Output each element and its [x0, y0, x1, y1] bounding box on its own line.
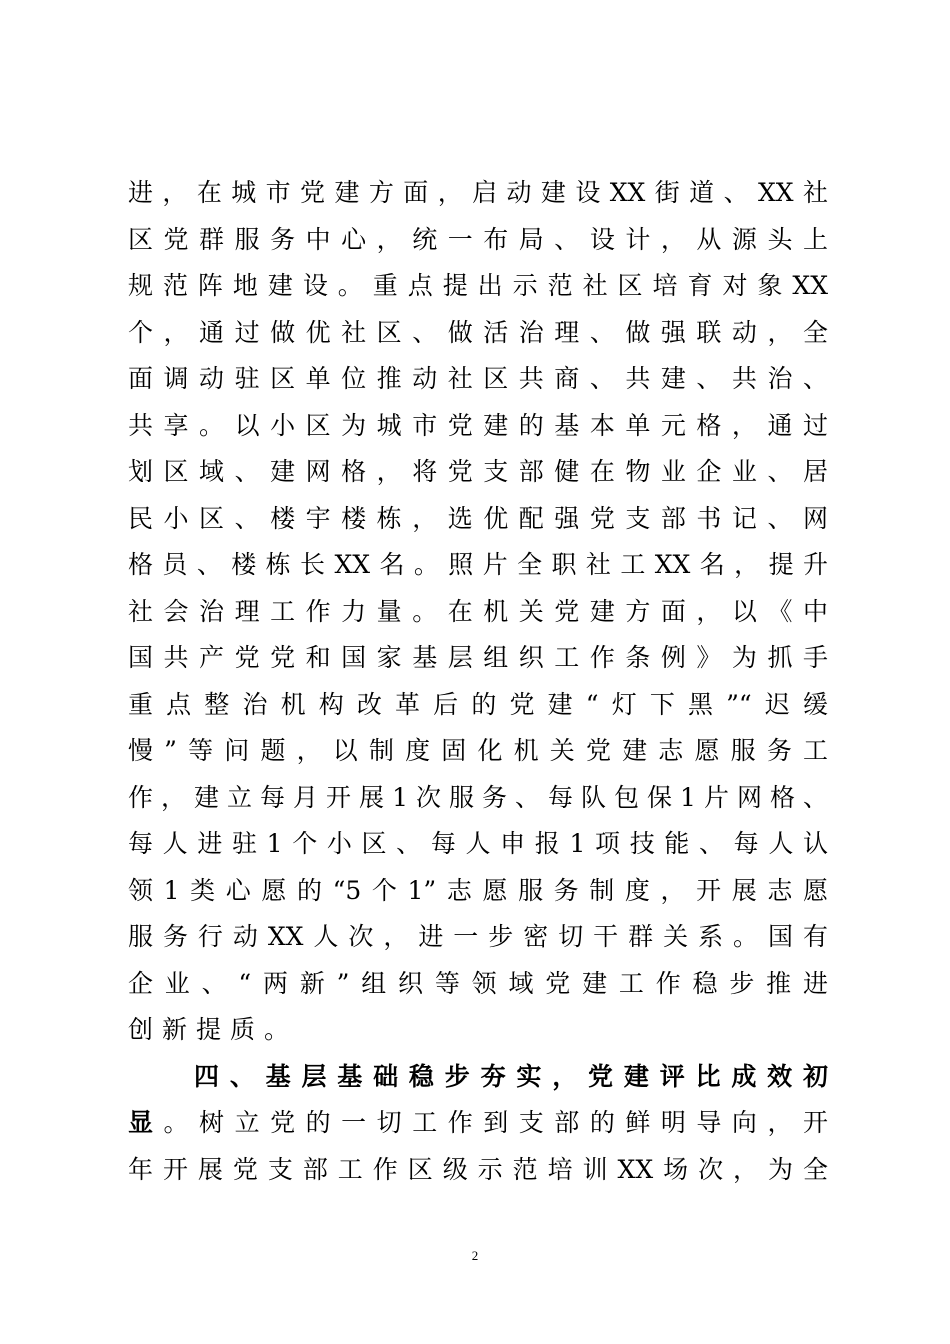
text-line: 面调动驻区单位推动社区共商、共建、共治、	[128, 364, 828, 393]
text-line: 每人进驻1个小区、每人申报1项技能、每人认	[128, 829, 828, 858]
section-heading-end: 显	[128, 1108, 164, 1137]
section-heading: 四、基层基础稳步夯实，党建评比成效初	[194, 1061, 828, 1091]
text-line: 作，建立每月开展1次服务、每队包保1片网格、	[128, 782, 828, 812]
text-line: 年开展党支部工作区级示范培训XX场次，为全	[128, 1154, 828, 1184]
body-text	[128, 170, 828, 1193]
text-line: 划区域、建网格，将党支部健在物业企业、居	[128, 457, 828, 486]
text-line: 个，通过做优社区、做活治理、做强联动，全	[128, 317, 828, 347]
text-line: 国共产党党和国家基层组织工作条例》为抓手	[128, 643, 828, 672]
text-line: 格员、楼栋长XX名。照片全职社工XX名，提升	[128, 550, 828, 579]
text-line: 慢”等问题，以制度固化机关党建志愿服务工	[128, 736, 828, 765]
text-line: 规范阵地建设。重点提出示范社区培育对象XX	[128, 271, 828, 300]
section-line	[128, 1100, 828, 1147]
text-line: 服务行动XX人次，进一步密切干群关系。国有	[128, 922, 828, 951]
text-line: 重点整治机构改革后的党建“灯下黑”“迟缓	[128, 689, 828, 719]
text-line: 进，在城市党建方面，启动建设XX街道、XX社	[128, 178, 828, 207]
section-text: 。树立党的一切工作到支部的鲜明导向，开	[163, 1108, 828, 1137]
text-line: 社会治理工作力量。在机关党建方面，以《中	[128, 596, 828, 626]
text-line: 区党群服务中心，统一布局、设计，从源头上	[128, 224, 828, 254]
text-line: 领1类心愿的“5个1”志愿服务制度，开展志愿	[128, 875, 828, 905]
text-line: 企业、“两新”组织等领域党建工作稳步推进	[128, 968, 828, 998]
text-line: 共享。以小区为城市党建的基本单元格，通过	[128, 410, 828, 440]
text-line: 创新提质。	[128, 1015, 299, 1044]
text-line: 民小区、楼宇楼栋，选优配强党支部书记、网	[128, 503, 828, 533]
page-number: 2	[471, 1248, 479, 1263]
